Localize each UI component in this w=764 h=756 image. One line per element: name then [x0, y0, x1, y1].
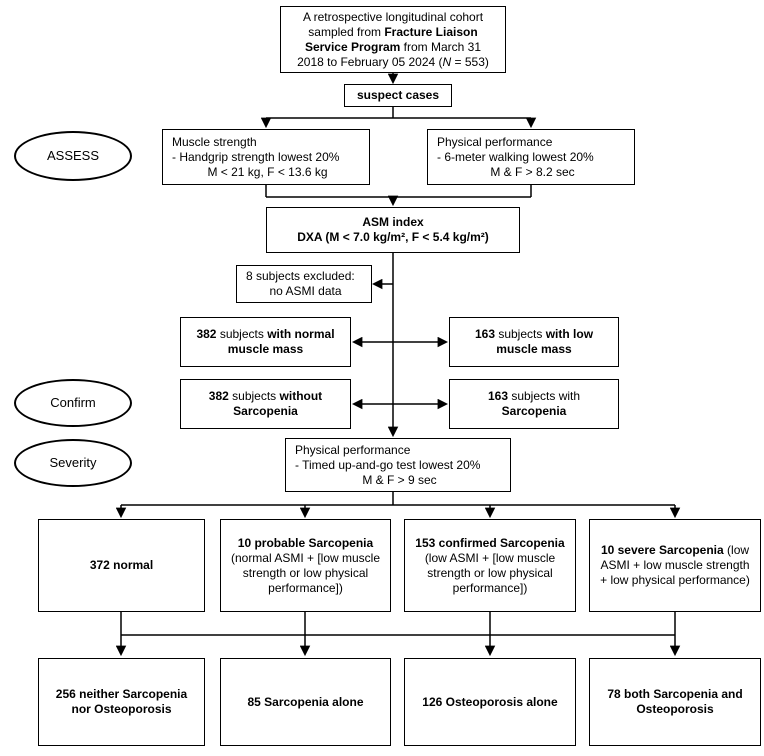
text-segment: with normal [267, 327, 335, 341]
final-sarcopenia-alone-box [220, 658, 391, 746]
text-segment: subjects [228, 389, 280, 403]
without-sarcopenia-box [180, 379, 351, 429]
excluded-subjects-box [236, 265, 372, 303]
text-line [297, 55, 489, 70]
text-segment: (low ASMI + [low muscle strength or low physical performance]) [424, 550, 556, 595]
text-line: 85 Sarcopenia alone [247, 694, 364, 709]
text-segment: (normal ASMI + [low muscle strength or low physical performance]) [230, 550, 381, 595]
outcome-probable-sarcopenia-box [220, 519, 391, 612]
count: 163 [487, 389, 508, 403]
text-line: Muscle strength [172, 134, 257, 149]
text-line: Physical performance [437, 134, 553, 149]
low-muscle-mass-box [449, 317, 619, 367]
text-segment: subjects [495, 327, 546, 341]
final-both-box [589, 658, 761, 746]
suspect-cases-box [344, 84, 452, 107]
text-line: no ASMI data [269, 284, 342, 298]
with-sarcopenia-box [449, 379, 619, 429]
text-segment: 10 severe Sarcopenia [600, 543, 724, 557]
suspect-cases-label: suspect cases [356, 88, 440, 102]
text-line: muscle mass [496, 342, 572, 356]
severity-stage-ellipse [14, 439, 132, 487]
text-segment: subjects with [508, 389, 581, 403]
text-line: M & F > 9 sec [362, 472, 437, 487]
text-line: 256 neither Sarcopenia nor Osteoporosis [55, 687, 188, 716]
severity-stage-label: Severity [49, 454, 97, 470]
text-line: Physical performance [295, 442, 411, 457]
text-line: 8 subjects excluded: [246, 269, 355, 283]
text-line: 126 Osteoporosis alone [422, 694, 558, 709]
cohort-source-box [280, 6, 506, 73]
assess-stage-ellipse [14, 131, 132, 181]
text-line [303, 10, 483, 25]
confirm-stage-ellipse [14, 379, 132, 427]
text-segment: sampled from [308, 24, 385, 39]
outcome-confirmed-sarcopenia-box [404, 519, 576, 612]
final-osteoporosis-alone-box [404, 658, 576, 746]
severity-test-box [285, 438, 511, 492]
text-segment: A retrospective longitudinal cohort [302, 9, 484, 24]
assess-stage-label: ASSESS [46, 147, 100, 163]
text-line [90, 558, 153, 573]
text-line [488, 389, 580, 404]
text-segment: 10 probable Sarcopenia [237, 535, 374, 550]
text-segment: 153 confirmed Sarcopenia [415, 535, 565, 550]
text-line [308, 25, 477, 40]
text-segment: with low [545, 327, 594, 341]
text-line [475, 327, 593, 342]
count: 382 [208, 389, 229, 403]
muscle-strength-criteria-box [162, 129, 370, 185]
outcome-normal-box [38, 519, 205, 612]
text-line [596, 543, 754, 588]
program-name-part1: Fracture Liaison [384, 24, 478, 39]
text-line: - Handgrip strength lowest 20% [172, 149, 340, 164]
text-line: M & F > 8.2 sec [490, 164, 575, 179]
text-line [227, 536, 384, 596]
text-segment: from March 31 [400, 39, 482, 54]
text-line: - Timed up-and-go test lowest 20% [295, 457, 481, 472]
text-segment: 2018 to February 05 2024 ( [297, 54, 443, 69]
final-neither-box [38, 658, 205, 746]
text-segment: subjects [216, 327, 268, 341]
text-line: 78 both Sarcopenia and Osteoporosis [607, 687, 743, 716]
text-line [209, 389, 322, 404]
text-segment: = 553) [451, 54, 489, 69]
normal-muscle-mass-box [180, 317, 351, 367]
text-line: Sarcopenia [501, 404, 567, 418]
text-line: muscle mass [227, 342, 304, 356]
text-line: M < 21 kg, F < 13.6 kg [207, 164, 328, 179]
text-segment: 372 normal [89, 558, 154, 572]
asm-index-criteria: DXA (M < 7.0 kg/m², F < 5.4 kg/m²) [297, 230, 489, 244]
confirm-stage-label: Confirm [50, 394, 96, 410]
n-symbol: N [442, 54, 452, 69]
text-line [196, 327, 334, 342]
asm-index-title: ASM index [362, 215, 424, 229]
text-segment: without [279, 389, 323, 403]
count: 382 [196, 327, 217, 341]
text-line [305, 40, 481, 55]
text-line [411, 536, 569, 596]
text-segment: (low ASMI + low muscle strength + low physical performance) [600, 543, 750, 587]
count: 163 [474, 327, 495, 341]
text-line: Sarcopenia [233, 404, 298, 418]
asm-index-box [266, 207, 520, 253]
program-name-part2: Service Program [304, 39, 401, 54]
outcome-severe-sarcopenia-box [589, 519, 761, 612]
physical-performance-criteria-box [427, 129, 635, 185]
text-line: - 6-meter walking lowest 20% [437, 149, 594, 164]
